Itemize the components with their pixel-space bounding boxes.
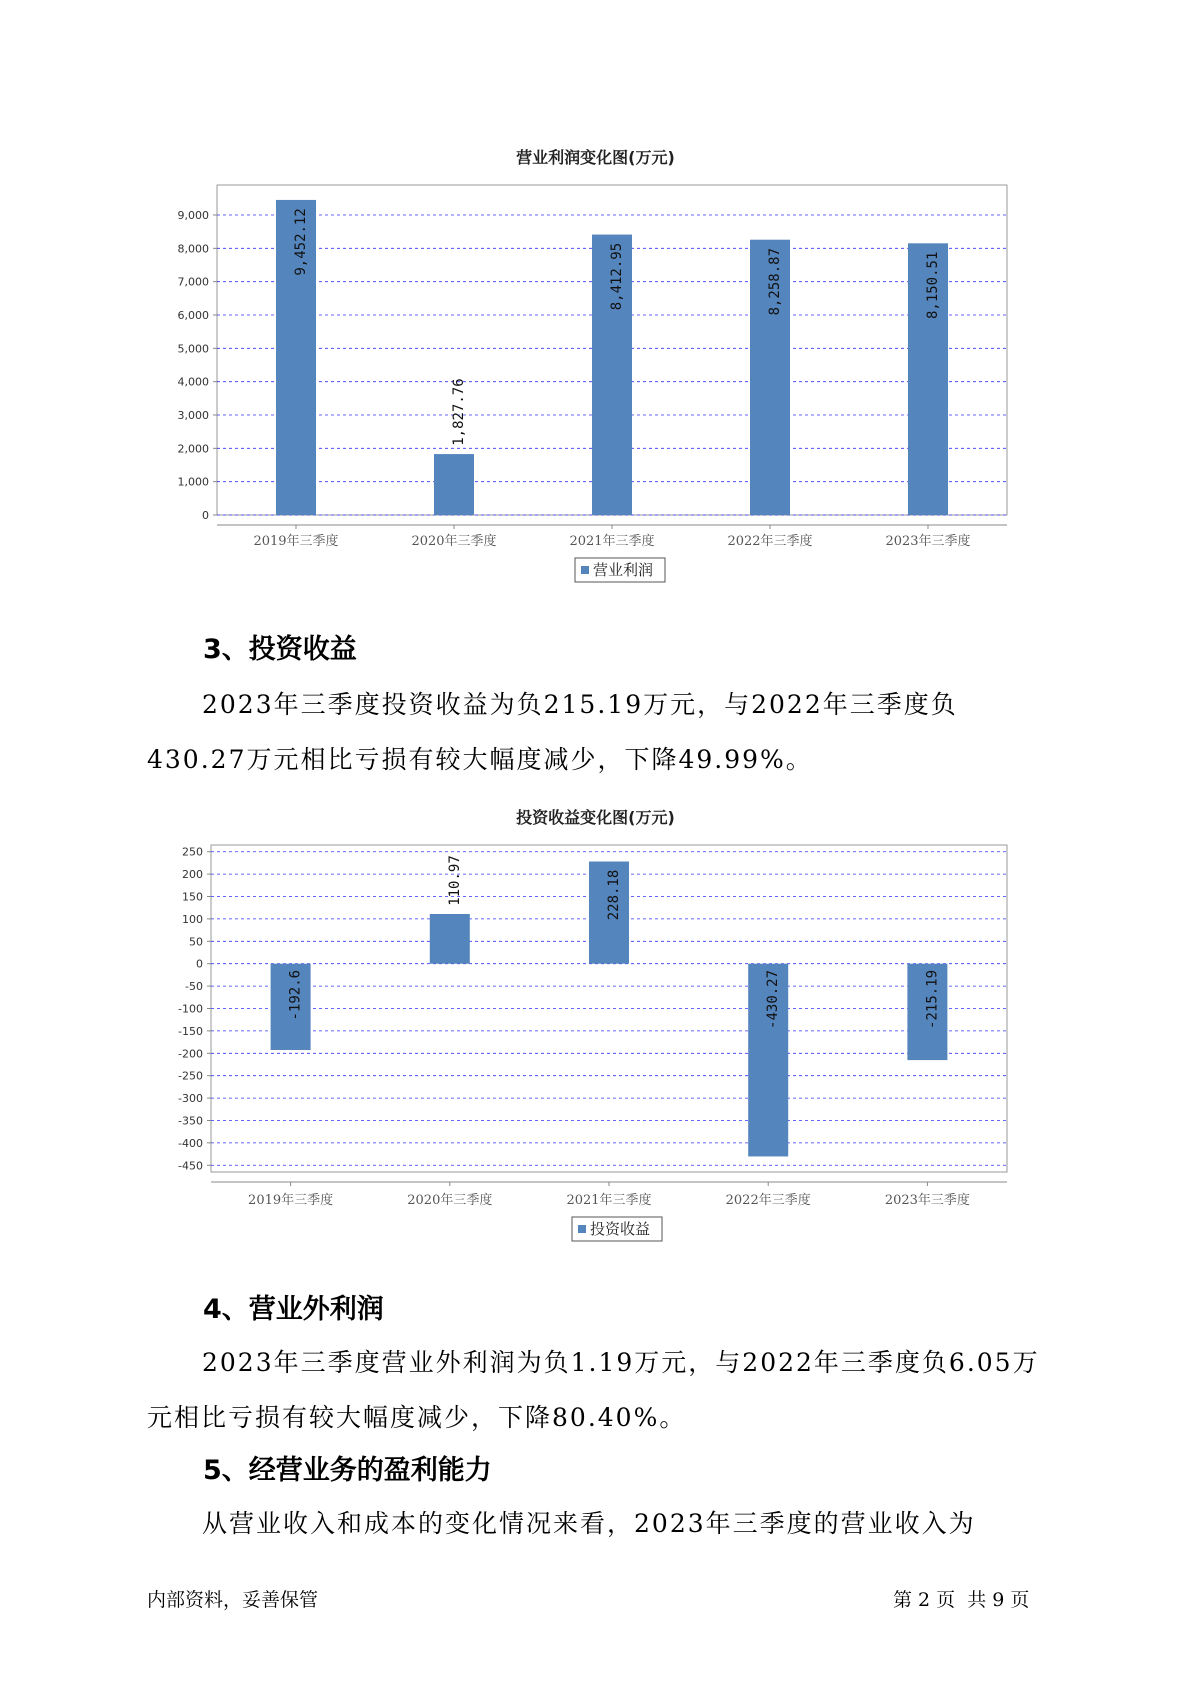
bar	[430, 914, 470, 964]
bar-value-label: 9,452.12	[293, 208, 309, 276]
x-category-label: 2021年三季度	[569, 534, 655, 549]
section-paragraph-investment-income	[147, 677, 1047, 787]
paragraph-text: 从营业收入和成本的变化情况来看，2023年三季度的营业收入为	[202, 1509, 976, 1538]
y-tick-label: 0	[202, 509, 209, 522]
section-paragraph-profitability	[147, 1496, 1047, 1551]
bar-value-label: 110.97	[446, 855, 463, 906]
y-tick-label: 8,000	[177, 242, 209, 256]
operating-profit-chart	[0, 175, 1191, 595]
y-tick-label: 4,000	[177, 375, 209, 389]
y-tick-label: 6,000	[177, 309, 209, 322]
x-category-label: 2021年三季度	[566, 1193, 652, 1208]
bar-value-label: 8,412.95	[609, 242, 625, 311]
y-tick-label: 50	[189, 935, 203, 949]
y-tick-label: 2,000	[177, 442, 209, 456]
y-tick-label: 1,000	[177, 475, 209, 489]
bar-value-label: 228.18	[606, 869, 622, 921]
x-category-label: 2019年三季度	[253, 534, 339, 549]
legend-label: 营业利润	[593, 561, 654, 579]
y-tick-label: -150	[178, 1024, 203, 1038]
y-tick-label: -100	[178, 1002, 203, 1016]
legend-swatch	[581, 566, 589, 574]
bar-value-label: -430.27	[765, 969, 782, 1029]
bar-value-label: -192.6	[287, 969, 304, 1021]
footer-page-number: 第 2 页 共 9 页	[893, 1589, 1030, 1611]
paragraph-text: 2023年三季度营业外利润为负1.19万元，与2022年三季度负6.05万元相比亏损有较大幅度减少，下降80.40%。	[147, 1348, 1040, 1432]
legend-swatch	[578, 1225, 586, 1233]
legend-label: 投资收益	[590, 1220, 651, 1238]
y-tick-label: -400	[178, 1136, 203, 1150]
bar-value-label: 1,827.76	[451, 378, 467, 446]
bar-value-label: 8,258.87	[767, 247, 783, 316]
y-tick-label: -450	[178, 1159, 203, 1173]
y-tick-label: 9,000	[177, 209, 209, 222]
x-category-label: 2020年三季度	[407, 1193, 493, 1208]
investment-income-chart	[0, 835, 1191, 1260]
x-category-label: 2023年三季度	[885, 534, 971, 549]
chart2-title: 投资收益变化图(万元)	[516, 808, 675, 827]
section-paragraph-non-operating-profit	[147, 1335, 1047, 1445]
y-tick-label: -350	[178, 1114, 203, 1128]
x-category-label: 2023年三季度	[884, 1193, 970, 1208]
y-tick-label: 7,000	[177, 275, 209, 289]
section-heading-investment-income: 3、投资收益	[203, 634, 357, 665]
footer-confidential-note: 内部资料，妥善保管	[147, 1589, 319, 1611]
y-tick-label: -50	[185, 980, 203, 994]
section-heading-profitability: 5、经营业务的盈利能力	[203, 1455, 492, 1486]
y-tick-label: -200	[178, 1047, 203, 1061]
x-category-label: 2022年三季度	[727, 534, 813, 549]
bar-value-label: -215.19	[924, 969, 941, 1029]
x-category-label: 2019年三季度	[248, 1193, 334, 1208]
y-tick-label: 200	[182, 868, 203, 882]
bar	[434, 454, 474, 515]
y-tick-label: 5,000	[177, 342, 209, 356]
bar-value-label: 8,150.51	[925, 251, 941, 320]
y-tick-label: 250	[182, 845, 203, 859]
section-heading-non-operating-profit: 4、营业外利润	[203, 1294, 384, 1325]
y-tick-label: -300	[178, 1092, 203, 1106]
x-category-label: 2020年三季度	[411, 534, 497, 549]
y-tick-label: 100	[182, 912, 203, 926]
y-tick-label: -250	[178, 1069, 203, 1083]
paragraph-text: 2023年三季度投资收益为负215.19万元，与2022年三季度负430.27万元相比亏损有较大幅度减少，下降49.99%。	[147, 690, 958, 774]
y-tick-label: 3,000	[177, 409, 209, 422]
x-category-label: 2022年三季度	[725, 1193, 811, 1208]
y-tick-label: 0	[196, 957, 203, 971]
chart1-title: 营业利润变化图(万元)	[516, 148, 675, 167]
y-tick-label: 150	[182, 890, 203, 904]
